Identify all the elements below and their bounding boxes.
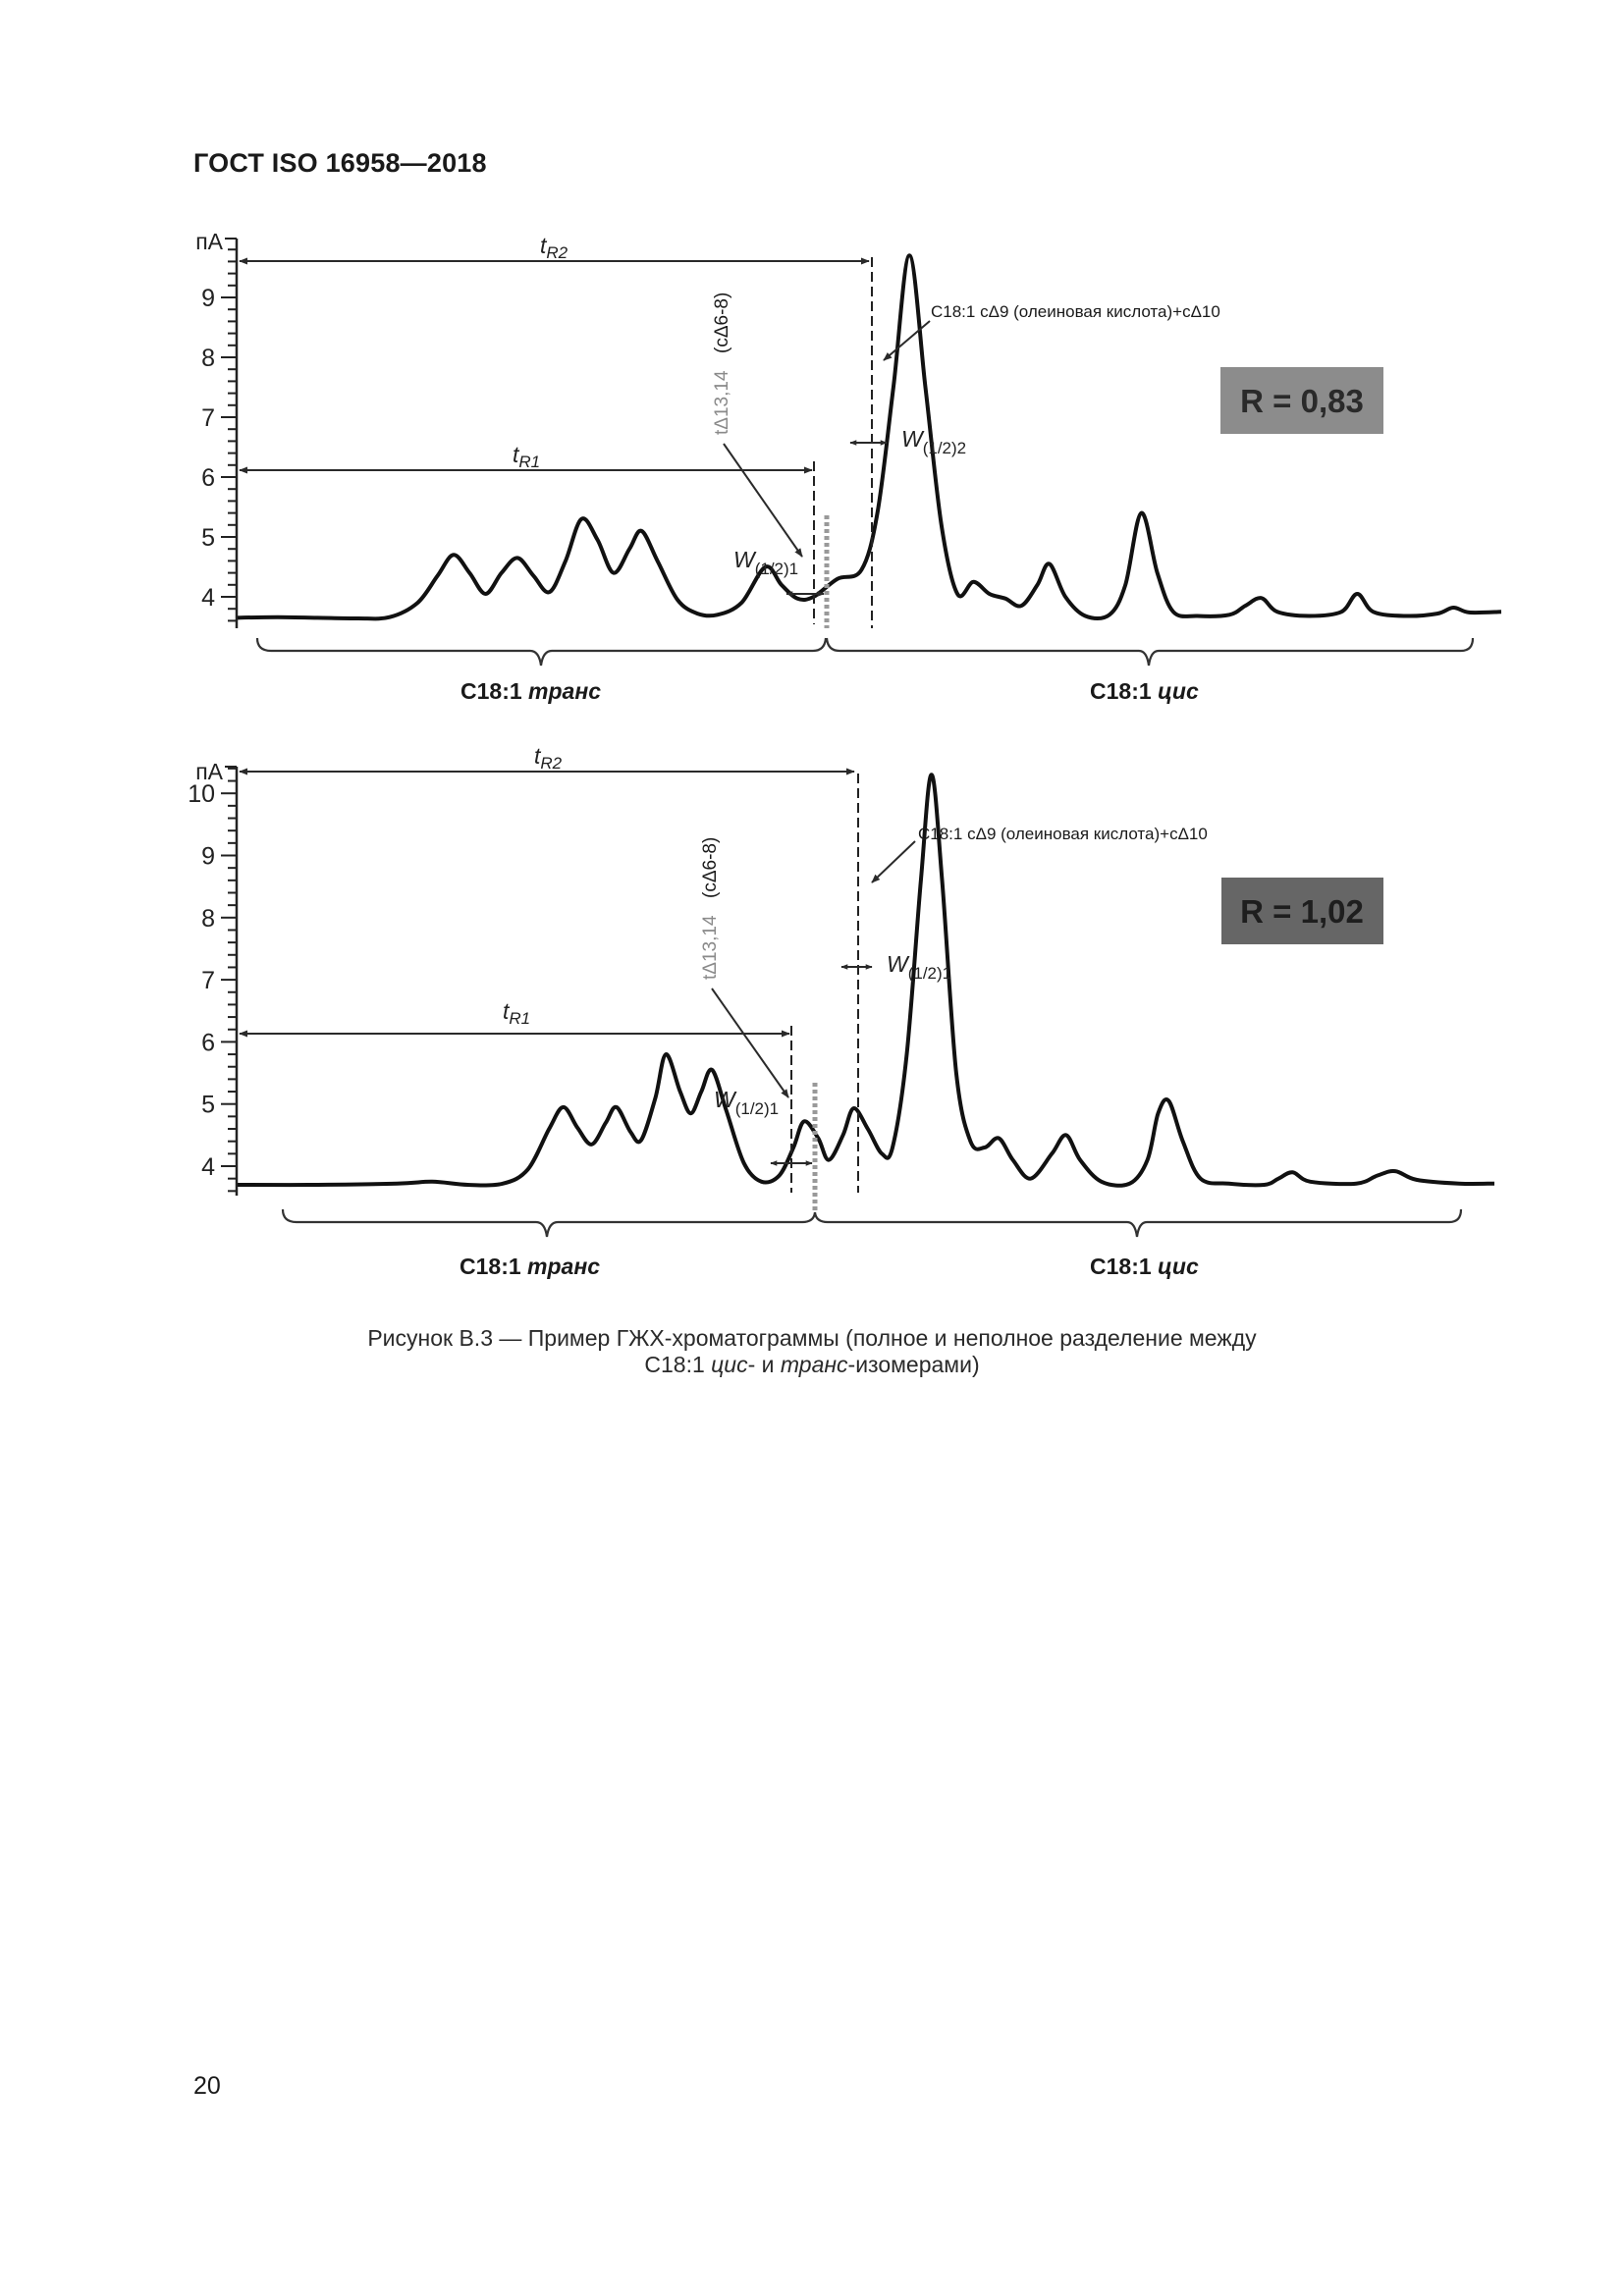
chromatogram-curve — [238, 774, 1494, 1186]
resolution-value: R = 1,02 — [1240, 893, 1364, 930]
tr2-label: $t_{R2}$ — [540, 233, 568, 262]
trans-region-label: С18:1 транс — [460, 1254, 601, 1279]
trans-brace — [257, 638, 826, 666]
w-half-1-label: $W_{(1/2)1}$ — [714, 1087, 780, 1118]
tr1-label: $t_{R1}$ — [503, 998, 531, 1028]
caption-italic-cis: цис — [711, 1352, 748, 1377]
y-tick-label: 7 — [201, 967, 215, 995]
page-number: 20 — [193, 2072, 221, 2100]
y-axis-unit-label: пА — [195, 759, 223, 784]
cis-brace — [827, 638, 1473, 666]
figure-caption — [0, 1325, 1624, 1378]
main-peak-label: С18:1 cΔ9 (олеиновая кислота)+cΔ10 — [918, 825, 1208, 843]
rotated-annotation — [700, 837, 721, 980]
document-header: ГОСТ ISO 16958—2018 — [193, 148, 487, 178]
y-tick-label: 9 — [201, 842, 215, 871]
chromatogram-chart-2 — [188, 743, 1494, 1279]
w-half-2-label: $W_{(1/2)1}$ — [887, 951, 952, 983]
y-axis-unit-label: пА — [195, 229, 223, 254]
resolution-value: R = 0,83 — [1240, 383, 1364, 419]
tr1-label: $t_{R1}$ — [513, 442, 541, 471]
y-tick-label: 4 — [201, 1153, 215, 1181]
caption-text: С18:1 — [644, 1352, 712, 1377]
y-tick-label: 5 — [201, 1091, 215, 1119]
y-tick-label: 6 — [201, 1029, 215, 1057]
trans-region-label: С18:1 транс — [460, 678, 602, 704]
svg-text:(cΔ6-8): (cΔ6-8) — [700, 836, 721, 898]
tr2-label: $t_{R2}$ — [534, 743, 563, 773]
cis-region-label: С18:1 цис — [1090, 1254, 1199, 1279]
y-tick-label: 5 — [201, 524, 215, 552]
main-peak-label: С18:1 cΔ9 (олеиновая кислота)+cΔ10 — [931, 302, 1220, 321]
caption-line-1: Рисунок В.3 — Пример ГЖХ-хроматограммы (полное и неполное разделение между — [367, 1325, 1257, 1351]
rotated-annotation-pointer — [724, 444, 802, 557]
caption-text: - и — [747, 1352, 781, 1377]
y-tick-label: 6 — [201, 464, 215, 492]
y-tick-label: 7 — [201, 404, 215, 432]
cis-region-label: С18:1 цис — [1090, 678, 1199, 704]
w-half-1-label: $W_{(1/2)1}$ — [733, 547, 799, 578]
y-tick-label: 8 — [201, 904, 215, 933]
y-axis — [188, 759, 237, 1196]
caption-italic-trans: транс — [780, 1352, 848, 1377]
cis-brace — [815, 1209, 1461, 1237]
main-peak-pointer — [872, 841, 915, 882]
chromatogram-chart-1 — [195, 229, 1501, 704]
caption-text: -изомерами) — [847, 1352, 980, 1377]
svg-text:tΔ13,14: tΔ13,14 — [700, 915, 721, 980]
rotated-annotation — [712, 293, 732, 435]
y-tick-label: 10 — [188, 780, 215, 809]
y-tick-label: 9 — [201, 285, 215, 312]
y-axis — [195, 229, 237, 628]
y-tick-label: 8 — [201, 345, 215, 372]
w-half-2-label: $W_{(1/2)2}$ — [901, 426, 967, 457]
svg-text:(cΔ6-8): (cΔ6-8) — [712, 292, 732, 353]
chromatogram-curve — [238, 255, 1501, 618]
rotated-annotation-pointer — [712, 988, 788, 1097]
trans-brace — [283, 1209, 815, 1237]
svg-text:tΔ13,14: tΔ13,14 — [712, 370, 732, 435]
caption-line-2 — [0, 1352, 1624, 1378]
y-tick-label: 4 — [201, 584, 215, 612]
